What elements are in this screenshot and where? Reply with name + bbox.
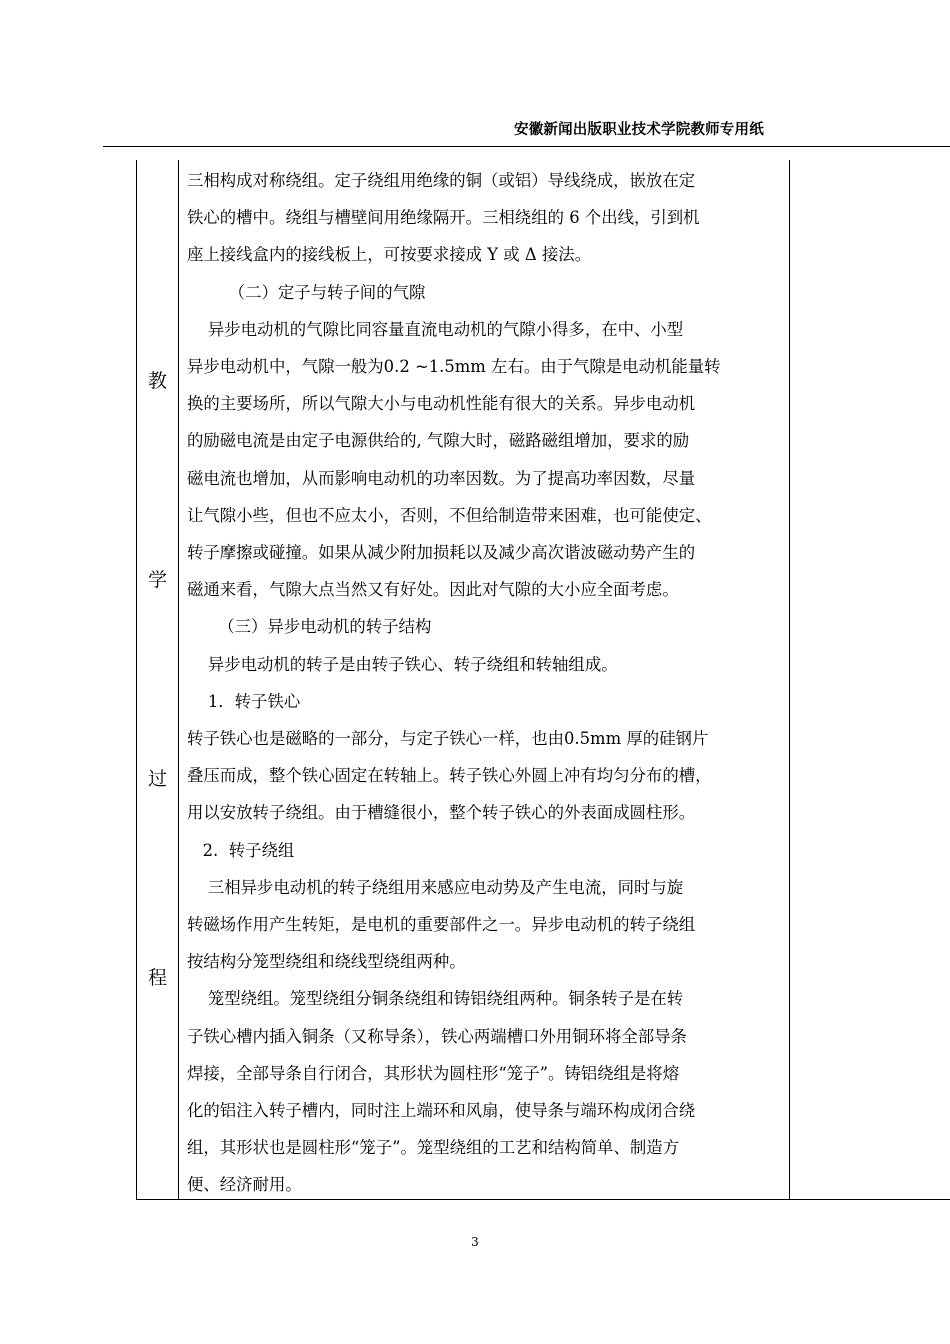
body-line: 铁心的槽中。绕组与槽壁间用绝缘隔开。三相绕组的 6 个出线，引到机: [187, 208, 700, 228]
content-column-border: [789, 160, 790, 1200]
side-label-char-3: 过: [147, 768, 167, 790]
side-label-char-1: 教: [147, 370, 167, 392]
body-line: 三相构成对称绕组。定子绕组用绝缘的铜（或铝）导线绕成，嵌放在定: [187, 171, 696, 190]
body-line: 焊接，全部导条自行闭合，其形状为圆柱形“笼子”。铸铝绕组是将熔: [187, 1063, 680, 1083]
body-line: 座上接线盒内的接线板上，可按要求接成 Y 或 Δ 接法。: [187, 245, 592, 265]
subsection-heading: 1．转子铁心: [187, 691, 301, 711]
body-line: 换的主要场所，所以气隙大小与电动机性能有很大的关系。异步电动机: [187, 394, 696, 414]
body-line: 转磁场作用产生转矩，是电机的重要部件之一。异步电动机的转子绕组: [187, 915, 696, 935]
body-line: 的励磁电流是由定子电源供给的, 气隙大时，磁路磁组增加，要求的励: [187, 431, 690, 451]
body-line: 三相异步电动机的转子绕组用来感应电动势及产生电流，同时与旋: [187, 877, 684, 897]
body-line: 笼型绕组。笼型绕组分铜条绕组和铸铝绕组两种。铜条转子是在转: [187, 989, 684, 1009]
body-line: 化的铝注入转子槽内，同时注上端环和风扇，使导条与端环构成闭合绕: [187, 1101, 696, 1121]
body-line: 用以安放转子绕组。由于槽缝很小，整个转子铁心的外表面成圆柱形。: [187, 803, 696, 823]
label-column-border: [178, 160, 179, 1200]
body-line: 按结构分笼型绕组和绕线型绕组两种。: [187, 952, 466, 972]
body-line: 异步电动机中，气隙一般为0.2 ~1.5mm 左右。由于气隙是电动机能量转: [187, 357, 721, 377]
body-line: 磁电流也增加，从而影响电动机的功率因数。为了提高功率因数，尽量: [187, 468, 696, 488]
page-number: 3: [471, 1235, 479, 1249]
side-label-char-2: 学: [147, 569, 167, 591]
body-line: 磁通来看，气隙大点当然又有好处。因此对气隙的大小应全面考虑。: [187, 580, 679, 600]
table-left-border: [136, 160, 137, 1200]
section-heading: （三）异步电动机的转子结构: [187, 617, 432, 637]
body-line: 让气隙小些，但也不应太小，否则，不但给制造带来困难，也可能使定、: [187, 505, 712, 525]
institution-header: 安徽新闻出版职业技术学院教师专用纸: [514, 122, 764, 138]
header-rule: [103, 146, 950, 147]
subsection-heading: 2. 转子绕组: [187, 840, 295, 860]
body-line: 异步电动机的气隙比同容量直流电动机的气隙小得多，在中、小型: [187, 319, 684, 339]
body-line: 转子铁心也是磁略的一部分，与定子铁心一样，也由0.5mm 厚的硅钢片: [187, 729, 709, 749]
body-line: 组，其形状也是圆柱形“笼子”。笼型绕组的工艺和结构简单、制造方: [187, 1138, 680, 1158]
body-line: 子铁心槽内插入铜条（又称导条），铁心两端槽口外用铜环将全部导条: [187, 1026, 687, 1046]
side-label-char-4: 程: [147, 967, 167, 989]
body-line: 异步电动机的转子是由转子铁心、转子绕组和转轴组成。: [187, 654, 618, 674]
lesson-body-text: [187, 162, 781, 1204]
body-line: 便、经济耐用。: [187, 1175, 302, 1195]
body-line: 叠压而成，整个铁心固定在转轴上。转子铁心外圆上冲有均匀分布的槽，: [187, 766, 712, 786]
section-heading: （二）定子与转子间的气隙: [187, 282, 426, 302]
body-line: 转子摩擦或碰撞。如果从减少附加损耗以及减少高次谐波磁动势产生的: [187, 543, 696, 563]
